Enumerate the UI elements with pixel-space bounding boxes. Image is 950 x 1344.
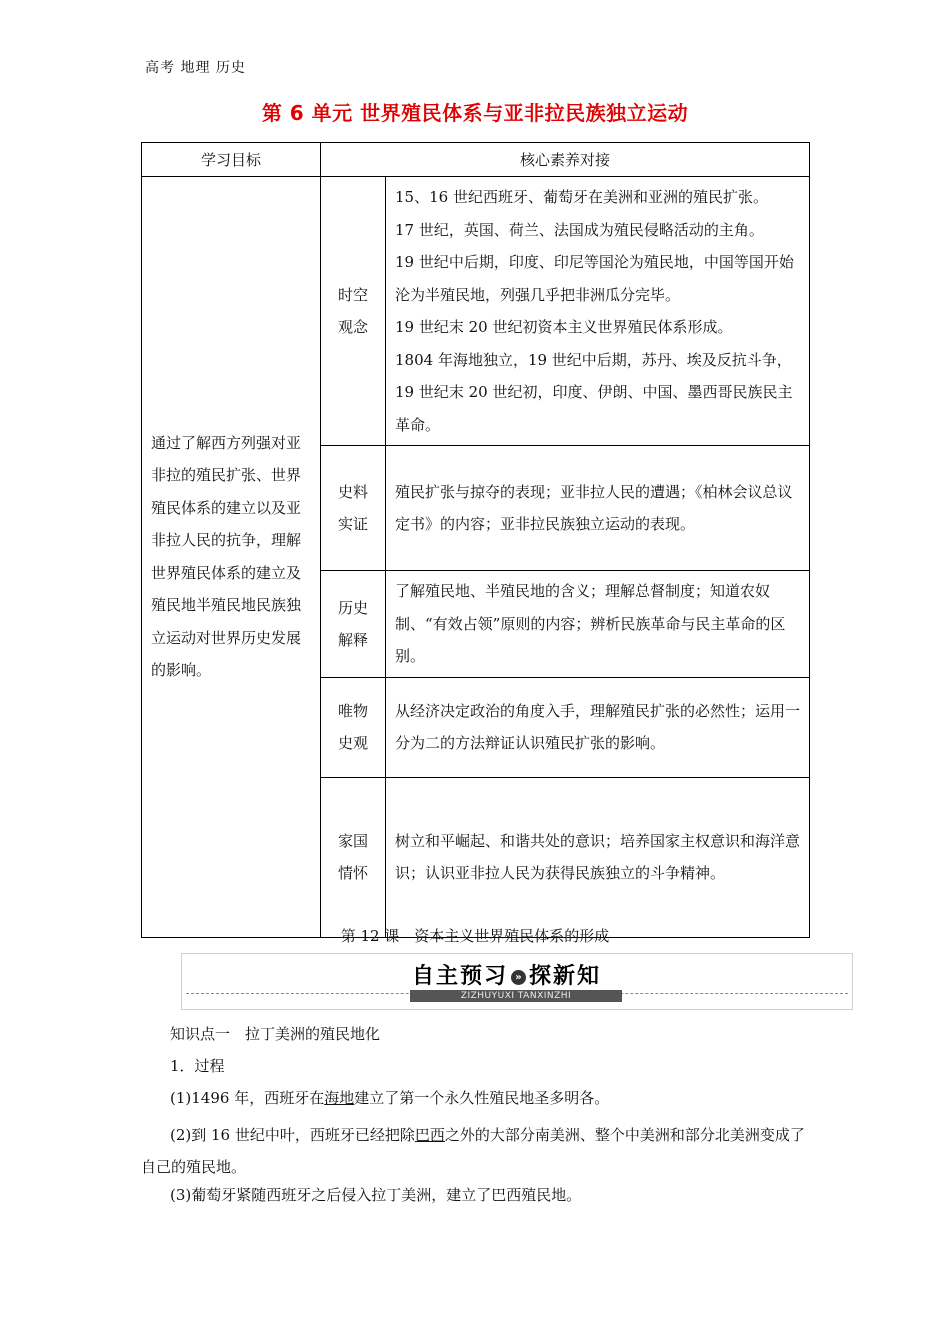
goals-description: 通过了解西方列强对亚非拉的殖民扩张、世界殖民体系的建立以及亚非拉人民的抗争，理解世界殖民体系的建立及殖民地半殖民地民族独立运动对世界历史发展的影响。: [142, 177, 321, 938]
category-line: 情怀: [337, 864, 368, 882]
knowledge-point-heading: 知识点一 拉丁美洲的殖民地化: [170, 1025, 381, 1043]
paragraph-2: [141, 1119, 813, 1183]
category-line: 史观: [337, 734, 368, 752]
underlined-term: 海地: [324, 1089, 355, 1107]
literacy-description: [386, 177, 810, 446]
category-cell: [321, 446, 386, 571]
literacy-description: [386, 677, 810, 777]
arrow-right-icon: »: [511, 970, 526, 985]
literacy-description: [386, 446, 810, 571]
description-line: 从经济决定政治的角度入手，理解殖民扩张的必然性；运用一分为二的方法辩证认识殖民扩张的影响。: [395, 701, 801, 752]
table-header-row: [142, 143, 810, 177]
category-cell: [321, 177, 386, 446]
category-line: 实证: [337, 515, 368, 533]
paragraph-3: (3)葡萄牙紧随西班牙之后侵入拉丁美洲，建立了巴西殖民地。: [170, 1186, 582, 1204]
literacy-description: [386, 571, 810, 678]
description-line: 树立和平崛起、和谐共处的意识；培养国家主权意识和海洋意识；认识亚非拉人民为获得民族独立的斗争精神。: [395, 831, 801, 882]
banner-title-left: 自主预习: [412, 964, 509, 989]
unit-title: 第 6 单元 世界殖民体系与亚非拉民族独立运动: [261, 101, 689, 125]
category-cell: [321, 677, 386, 777]
description-line: 1804 年海地独立，19 世纪中后期，苏丹、埃及反抗斗争，19 世纪末 20 世纪初，印度、伊朗、中国、墨西哥民族民主革命。: [395, 350, 793, 434]
column-header-literacy: 核心素养对接: [321, 143, 810, 177]
category-line: 唯物: [337, 702, 368, 720]
banner-subtitle: ZIZHUYUXI TANXINZHI: [410, 990, 622, 1002]
column-header-goals: 学习目标: [142, 143, 321, 177]
table-row: [142, 177, 810, 446]
category-line: 史料: [337, 483, 368, 501]
description-line: 了解殖民地、半殖民地的含义；理解总督制度；知道农奴制、“有效占领”原则的内容；辨析民族革命与民主革命的区别。: [395, 582, 786, 665]
description-line: 19 世纪中后期，印度、印尼等国沦为殖民地，中国等国开始沦为半殖民地，列强几乎把非洲瓜分完毕。: [395, 253, 794, 304]
description-line: 15、16 世纪西班牙、葡萄牙在美洲和亚洲的殖民扩张。: [395, 188, 768, 206]
category-cell: [321, 571, 386, 678]
category-line: 观念: [337, 318, 368, 336]
paragraph-text: (2)到 16 世纪中叶，西班牙已经把除: [170, 1126, 415, 1144]
category-line: 历史: [337, 598, 368, 617]
header-tag: 高考 地理 历史: [145, 60, 246, 76]
process-heading: 1．过程: [170, 1057, 225, 1075]
learning-goals-table: [141, 142, 810, 938]
category-line: 家国: [337, 832, 368, 850]
paragraph-text: 建立了第一个永久性殖民地圣多明各。: [354, 1089, 610, 1107]
banner-title-right: 探新知: [529, 964, 602, 989]
underlined-term: 巴西: [414, 1126, 445, 1144]
section-banner: [181, 953, 853, 1010]
description-line: 17 世纪，英国、荷兰、法国成为殖民侵略活动的主角。: [395, 220, 764, 239]
description-line: 19 世纪末 20 世纪初资本主义世界殖民体系形成。: [395, 318, 733, 336]
paragraph-text: 之外的大部分南美洲、整个中美洲和部分北美洲变成了自己的殖民地。: [141, 1126, 805, 1176]
paragraph-text: (1)1496 年，西班牙在: [170, 1089, 325, 1107]
lesson-title: 第 12 课 资本主义世界殖民体系的形成: [340, 927, 610, 945]
category-line: 解释: [337, 630, 368, 649]
description-line: 殖民扩张与掠夺的表现；亚非拉人民的遭遇；《柏林会议总议定书》的内容；亚非拉民族独立运动的表现。: [395, 482, 793, 533]
literacy-description: [386, 777, 810, 937]
category-line: 时空: [337, 286, 368, 304]
category-cell: [321, 777, 386, 937]
paragraph-1: [170, 1087, 609, 1108]
banner-title: [410, 959, 603, 990]
